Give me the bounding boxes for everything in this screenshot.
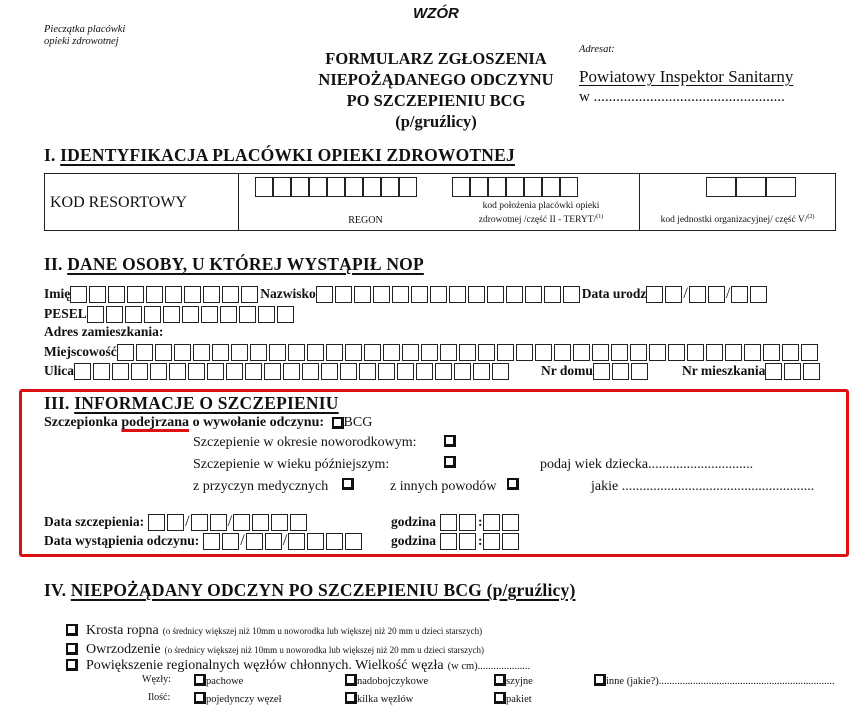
form-title	[305, 48, 567, 132]
ulica-row	[44, 362, 511, 380]
input-box[interactable]	[231, 344, 248, 361]
input-box[interactable]	[399, 177, 417, 197]
colon: :	[478, 533, 483, 548]
kilka-group	[345, 689, 413, 707]
input-box[interactable]	[326, 533, 343, 550]
data-wystapienia-label: Data wystąpienia odczynu:	[44, 533, 200, 548]
input-box[interactable]	[449, 286, 466, 303]
input-box[interactable]	[203, 533, 220, 550]
input-box[interactable]	[803, 363, 820, 380]
inne-group	[594, 671, 835, 689]
section4-num: IV.	[44, 580, 67, 600]
input-box[interactable]	[544, 286, 561, 303]
kod-jednostki-text: kod jednostki organizacyjnej/ część V/	[660, 215, 808, 225]
input-box[interactable]	[288, 533, 305, 550]
input-box[interactable]	[381, 177, 399, 197]
addressee-w[interactable]: w ...................................................	[579, 89, 785, 105]
input-box[interactable]	[416, 363, 433, 380]
slash: /	[185, 513, 190, 531]
nr-domu-boxes[interactable]	[593, 362, 650, 379]
input-box[interactable]	[233, 514, 250, 531]
input-box[interactable]	[525, 286, 542, 303]
miejscowosc-row	[44, 343, 820, 361]
input-box[interactable]	[440, 533, 457, 550]
input-box[interactable]	[345, 177, 363, 197]
section3-title-text: INFORMACJE O SZCZEPIENIU	[74, 393, 339, 413]
section2-num: II.	[44, 254, 63, 274]
addressee-value: Powiatowy Inspektor Sanitarny	[579, 67, 794, 86]
input-box[interactable]	[516, 344, 533, 361]
podaj-wiek[interactable]: podaj wiek dziecka..............................	[540, 457, 754, 472]
kod-jednostki-sup: (2)	[807, 213, 815, 220]
pachowe-label: pachowe	[206, 676, 244, 687]
input-box[interactable]	[309, 177, 327, 197]
input-box[interactable]	[283, 363, 300, 380]
bcg-checkbox[interactable]	[332, 417, 344, 429]
input-box[interactable]	[136, 344, 153, 361]
krosta-label: Krosta ropna	[86, 623, 159, 638]
input-box[interactable]	[631, 363, 648, 380]
input-box[interactable]	[245, 363, 262, 380]
input-box[interactable]	[288, 344, 305, 361]
input-box[interactable]	[258, 306, 275, 323]
input-box[interactable]	[89, 286, 106, 303]
q-part1: Szczepionka	[44, 415, 122, 430]
input-box[interactable]	[736, 177, 766, 197]
input-box[interactable]	[191, 514, 208, 531]
input-box[interactable]	[74, 363, 91, 380]
input-box[interactable]	[307, 344, 324, 361]
pachowe-checkbox[interactable]	[194, 674, 206, 686]
godzina2-row	[391, 532, 521, 550]
powiekszenie-checkbox[interactable]	[66, 659, 78, 671]
input-box[interactable]	[506, 177, 524, 197]
input-box[interactable]	[345, 344, 362, 361]
input-box[interactable]	[750, 286, 767, 303]
input-box[interactable]	[612, 363, 629, 380]
stamp-label-line1: Pieczątka placówki	[44, 24, 126, 35]
input-box[interactable]	[782, 344, 799, 361]
input-box[interactable]	[146, 286, 163, 303]
input-box[interactable]	[497, 344, 514, 361]
input-box[interactable]	[106, 306, 123, 323]
input-box[interactable]	[402, 344, 419, 361]
input-box[interactable]	[765, 363, 782, 380]
data-wystapienia-row	[44, 532, 364, 550]
slash: /	[282, 532, 288, 550]
kod-polozenia-caption	[446, 201, 636, 226]
szyjne-checkbox[interactable]	[494, 674, 506, 686]
input-box[interactable]	[290, 514, 307, 531]
input-box[interactable]	[148, 514, 165, 531]
section1-num: I.	[44, 145, 56, 165]
kod-polozenia-line1: kod położenia placówki opieki	[482, 200, 600, 211]
input-box[interactable]	[302, 363, 319, 380]
szyjne-label: szyjne	[506, 676, 533, 687]
input-box[interactable]	[535, 344, 552, 361]
input-box[interactable]	[708, 286, 725, 303]
kilka-label: kilka węzłów	[357, 694, 414, 705]
input-box[interactable]	[273, 177, 291, 197]
input-box[interactable]	[131, 363, 148, 380]
section2-title	[44, 254, 424, 275]
input-box[interactable]	[373, 286, 390, 303]
input-box[interactable]	[649, 344, 666, 361]
input-box[interactable]	[354, 286, 371, 303]
powiekszenie-label: Powiększenie regionalnych węzłów chłonnych. Wielkość węzła	[86, 658, 444, 673]
data-urodz-label: Data urodz	[581, 286, 647, 301]
input-box[interactable]	[560, 177, 578, 197]
input-box[interactable]	[630, 344, 647, 361]
godzina1-row	[391, 513, 521, 531]
input-box[interactable]	[492, 363, 509, 380]
slash: /	[240, 532, 245, 550]
krosta-note: (o średnicy większej niż 10mm u noworodka lub większej niż 20 mm u dzieci starszych)	[162, 626, 483, 636]
input-box[interactable]	[359, 363, 376, 380]
input-box[interactable]	[108, 286, 125, 303]
input-box[interactable]	[307, 533, 324, 550]
nr-domu-label: Nr domu	[541, 363, 593, 378]
input-box[interactable]	[687, 344, 704, 361]
input-box[interactable]	[468, 286, 485, 303]
input-box[interactable]	[321, 363, 338, 380]
input-box[interactable]	[397, 363, 414, 380]
input-box[interactable]	[542, 177, 560, 197]
godzina1-boxes[interactable]	[440, 513, 521, 530]
title-line3: PO SZCZEPIENIU BCG	[346, 91, 526, 110]
section3-num: III.	[44, 393, 70, 413]
input-box[interactable]	[220, 306, 237, 323]
kod-jednostki-caption	[640, 212, 835, 226]
input-box[interactable]	[593, 363, 610, 380]
pakiet-label: pakiet	[506, 694, 532, 705]
kilka-checkbox[interactable]	[345, 692, 357, 704]
input-box[interactable]	[364, 344, 381, 361]
nadobojczykowe-group	[345, 671, 428, 689]
input-box[interactable]	[144, 306, 161, 323]
input-box[interactable]	[184, 286, 201, 303]
input-box[interactable]	[246, 533, 263, 550]
owrzodzenie-checkbox[interactable]	[66, 643, 78, 655]
input-box[interactable]	[150, 363, 167, 380]
input-box[interactable]	[502, 514, 519, 531]
input-box[interactable]	[554, 344, 571, 361]
input-box[interactable]	[668, 344, 685, 361]
nadobojczykowe-checkbox[interactable]	[345, 674, 357, 686]
powiekszenie-row	[66, 656, 530, 674]
input-box[interactable]	[271, 514, 288, 531]
miejscowosc-boxes[interactable]	[117, 343, 820, 360]
input-box[interactable]	[182, 306, 199, 323]
owrzodzenie-label: Owrzodzenie	[86, 642, 161, 657]
input-box[interactable]	[127, 286, 144, 303]
input-box[interactable]	[392, 286, 409, 303]
kod-table	[44, 173, 836, 231]
input-box[interactable]	[506, 286, 523, 303]
nr-mieszkania-label: Nr mieszkania	[682, 363, 766, 378]
input-box[interactable]	[327, 177, 345, 197]
input-box[interactable]	[801, 344, 818, 361]
input-box[interactable]	[265, 533, 282, 550]
z-innych-label: z innych powodów	[390, 479, 497, 494]
input-box[interactable]	[473, 363, 490, 380]
kod-polozenia-line2: zdrowotnej /część II - TERYT/	[478, 215, 597, 225]
input-box[interactable]	[459, 514, 476, 531]
input-box[interactable]	[165, 286, 182, 303]
input-box[interactable]	[488, 177, 506, 197]
pozniejszym-label: Szczepienie w wieku późniejszym:	[193, 457, 390, 472]
input-box[interactable]	[435, 363, 452, 380]
input-box[interactable]	[155, 344, 172, 361]
title-line1: FORMULARZ ZGŁOSZENIA	[325, 49, 547, 68]
input-box[interactable]	[316, 286, 333, 303]
imie-label: Imię	[44, 286, 71, 301]
section4-title	[44, 580, 575, 601]
z-innych-checkbox[interactable]	[507, 478, 519, 490]
input-box[interactable]	[169, 363, 186, 380]
input-box[interactable]	[421, 344, 438, 361]
input-box[interactable]	[250, 344, 267, 361]
jakie-field[interactable]: jakie .......................................................	[591, 479, 815, 494]
godzina2-boxes[interactable]	[440, 532, 521, 549]
input-box[interactable]	[483, 533, 500, 550]
input-box[interactable]	[706, 344, 723, 361]
pojedynczy-group	[194, 689, 282, 707]
pesel-label: PESEL	[44, 306, 87, 321]
godzina2-label: godzina	[391, 533, 437, 548]
data-szczepienia-label: Data szczepienia:	[44, 514, 145, 529]
pojedynczy-label: pojedynczy węzeł	[206, 694, 282, 705]
input-box[interactable]	[430, 286, 447, 303]
w-cm-field[interactable]: (w cm)....................	[447, 661, 531, 672]
krosta-checkbox[interactable]	[66, 624, 78, 636]
input-box[interactable]	[264, 363, 281, 380]
input-box[interactable]	[125, 306, 142, 323]
section2-title-text: DANE OSOBY, U KTÓREJ WYSTĄPIŁ NOP	[67, 254, 424, 274]
pachowe-group	[194, 671, 243, 689]
input-box[interactable]	[383, 344, 400, 361]
input-box[interactable]	[277, 306, 294, 323]
input-box[interactable]	[193, 344, 210, 361]
input-box[interactable]	[689, 286, 706, 303]
stamp-label	[44, 24, 125, 48]
input-box[interactable]	[112, 363, 129, 380]
input-box[interactable]	[459, 344, 476, 361]
nazwisko-boxes[interactable]	[316, 285, 582, 302]
input-box[interactable]	[210, 514, 227, 531]
inne-label[interactable]: inne (jakie?)...................................................................	[606, 676, 835, 687]
input-box[interactable]	[592, 344, 609, 361]
input-box[interactable]	[207, 363, 224, 380]
input-box[interactable]	[646, 286, 663, 303]
input-box[interactable]	[725, 344, 742, 361]
addressee-label: Adresat:	[579, 44, 615, 55]
regon-caption: REGON	[348, 215, 383, 226]
input-box[interactable]	[470, 177, 488, 197]
input-box[interactable]	[222, 286, 239, 303]
input-box[interactable]	[255, 177, 273, 197]
input-box[interactable]	[573, 344, 590, 361]
adres-label: Adres zamieszkania:	[44, 324, 164, 339]
inne-checkbox[interactable]	[594, 674, 606, 686]
imie-boxes[interactable]	[70, 285, 260, 302]
nazwisko-label: Nazwisko	[260, 286, 316, 301]
section3-title	[44, 393, 339, 414]
input-box[interactable]	[744, 344, 761, 361]
owrzodzenie-note: (o średnicy większej niż 10mm u noworodka lub większej niż 20 mm u dzieci starszych)	[164, 645, 485, 655]
data-wystapienia-boxes[interactable]	[203, 532, 364, 549]
title-line2: NIEPOŻĄDANEGO ODCZYNU	[318, 70, 554, 89]
pesel-row	[44, 305, 296, 323]
input-box[interactable]	[252, 514, 269, 531]
input-box[interactable]	[167, 514, 184, 531]
input-box[interactable]	[452, 177, 470, 197]
input-box[interactable]	[766, 177, 796, 197]
ulica-boxes[interactable]	[74, 362, 511, 379]
noworodkowym-label: Szczepienie w okresie noworodkowym:	[193, 435, 417, 450]
input-box[interactable]	[117, 344, 134, 361]
ulica-label: Ulica	[44, 363, 74, 378]
input-box[interactable]	[665, 286, 682, 303]
input-box[interactable]	[212, 344, 229, 361]
input-box[interactable]	[411, 286, 428, 303]
data-urodz-boxes[interactable]	[646, 285, 769, 302]
section1-title	[44, 145, 515, 166]
input-box[interactable]	[440, 514, 457, 531]
input-box[interactable]	[239, 306, 256, 323]
pakiet-group	[494, 689, 532, 707]
input-box[interactable]	[188, 363, 205, 380]
bcg-label: BCG	[343, 415, 373, 430]
godzina1-label: godzina	[391, 514, 437, 529]
vaccine-question	[44, 415, 372, 431]
kod-jednostki-boxes[interactable]	[706, 177, 796, 197]
input-box[interactable]	[241, 286, 258, 303]
miejscowosc-label: Miejscowość	[44, 344, 117, 359]
wezly-label: Węzły:	[142, 674, 171, 685]
input-box[interactable]	[611, 344, 628, 361]
imie-row	[44, 285, 769, 303]
input-box[interactable]	[706, 177, 736, 197]
input-box[interactable]	[203, 286, 220, 303]
input-box[interactable]	[87, 306, 104, 323]
input-box[interactable]	[326, 344, 343, 361]
input-box[interactable]	[483, 514, 500, 531]
section1-title-text: IDENTYFIKACJA PLACÓWKI OPIEKI ZDROWOTNEJ	[60, 145, 515, 165]
slash: /	[725, 285, 731, 303]
input-box[interactable]	[502, 533, 519, 550]
input-box[interactable]	[378, 363, 395, 380]
input-box[interactable]	[335, 286, 352, 303]
ilosc-label: Ilość:	[148, 692, 171, 703]
kod-resortowy-label: KOD RESORTOWY	[50, 194, 187, 211]
input-box[interactable]	[459, 533, 476, 550]
krosta-row	[66, 621, 482, 639]
input-box[interactable]	[731, 286, 748, 303]
input-box[interactable]	[291, 177, 309, 197]
stamp-label-line2: opieki zdrowotnej	[44, 36, 119, 47]
pojedynczy-checkbox[interactable]	[194, 692, 206, 704]
input-box[interactable]	[340, 363, 357, 380]
q-part2-highlight: podejrzana	[121, 415, 190, 430]
input-box[interactable]	[763, 344, 780, 361]
slash: /	[683, 285, 688, 303]
input-box[interactable]	[440, 344, 457, 361]
kod-polozenia-sup: (1)	[596, 213, 604, 220]
input-box[interactable]	[70, 286, 87, 303]
szyjne-group	[494, 671, 533, 689]
kod-polozenia-boxes[interactable]	[452, 177, 578, 197]
input-box[interactable]	[222, 533, 239, 550]
input-box[interactable]	[345, 533, 362, 550]
pozniejszym-checkbox[interactable]	[444, 456, 456, 468]
input-box[interactable]	[269, 344, 286, 361]
nr-mieszkania-group	[682, 362, 822, 380]
input-box[interactable]	[454, 363, 471, 380]
input-box[interactable]	[524, 177, 542, 197]
input-box[interactable]	[478, 344, 495, 361]
input-box[interactable]	[563, 286, 580, 303]
input-box[interactable]	[226, 363, 243, 380]
regon-boxes[interactable]	[255, 177, 417, 197]
z-przyczyn-label: z przyczyn medycznych	[193, 479, 329, 494]
noworodkowym-checkbox[interactable]	[444, 435, 456, 447]
wzor-label: WZÓR	[413, 5, 459, 22]
z-przyczyn-checkbox[interactable]	[342, 478, 354, 490]
section4-title-text: NIEPOŻĄDANY ODCZYN PO SZCZEPIENIU BCG (p/gruźlicy)	[70, 580, 576, 600]
kod-jednostki-cell	[639, 174, 835, 230]
input-box[interactable]	[363, 177, 381, 197]
input-box[interactable]	[174, 344, 191, 361]
input-box[interactable]	[93, 363, 110, 380]
nr-mieszkania-boxes[interactable]	[765, 362, 822, 379]
colon: :	[478, 514, 483, 529]
input-box[interactable]	[163, 306, 180, 323]
pesel-boxes[interactable]	[87, 305, 296, 322]
q-part3: o wywołanie odczynu:	[189, 415, 325, 430]
input-box[interactable]	[487, 286, 504, 303]
slash: /	[227, 513, 233, 531]
pakiet-checkbox[interactable]	[494, 692, 506, 704]
input-box[interactable]	[201, 306, 218, 323]
nr-domu-group	[541, 362, 650, 380]
data-szczepienia-boxes[interactable]	[148, 513, 309, 530]
nadobojczykowe-label: nadobojczykowe	[357, 676, 429, 687]
title-line4: (p/gruźlicy)	[395, 112, 477, 131]
kod-polozenia-cell	[446, 174, 636, 230]
input-box[interactable]	[784, 363, 801, 380]
data-szczepienia-row	[44, 513, 309, 531]
